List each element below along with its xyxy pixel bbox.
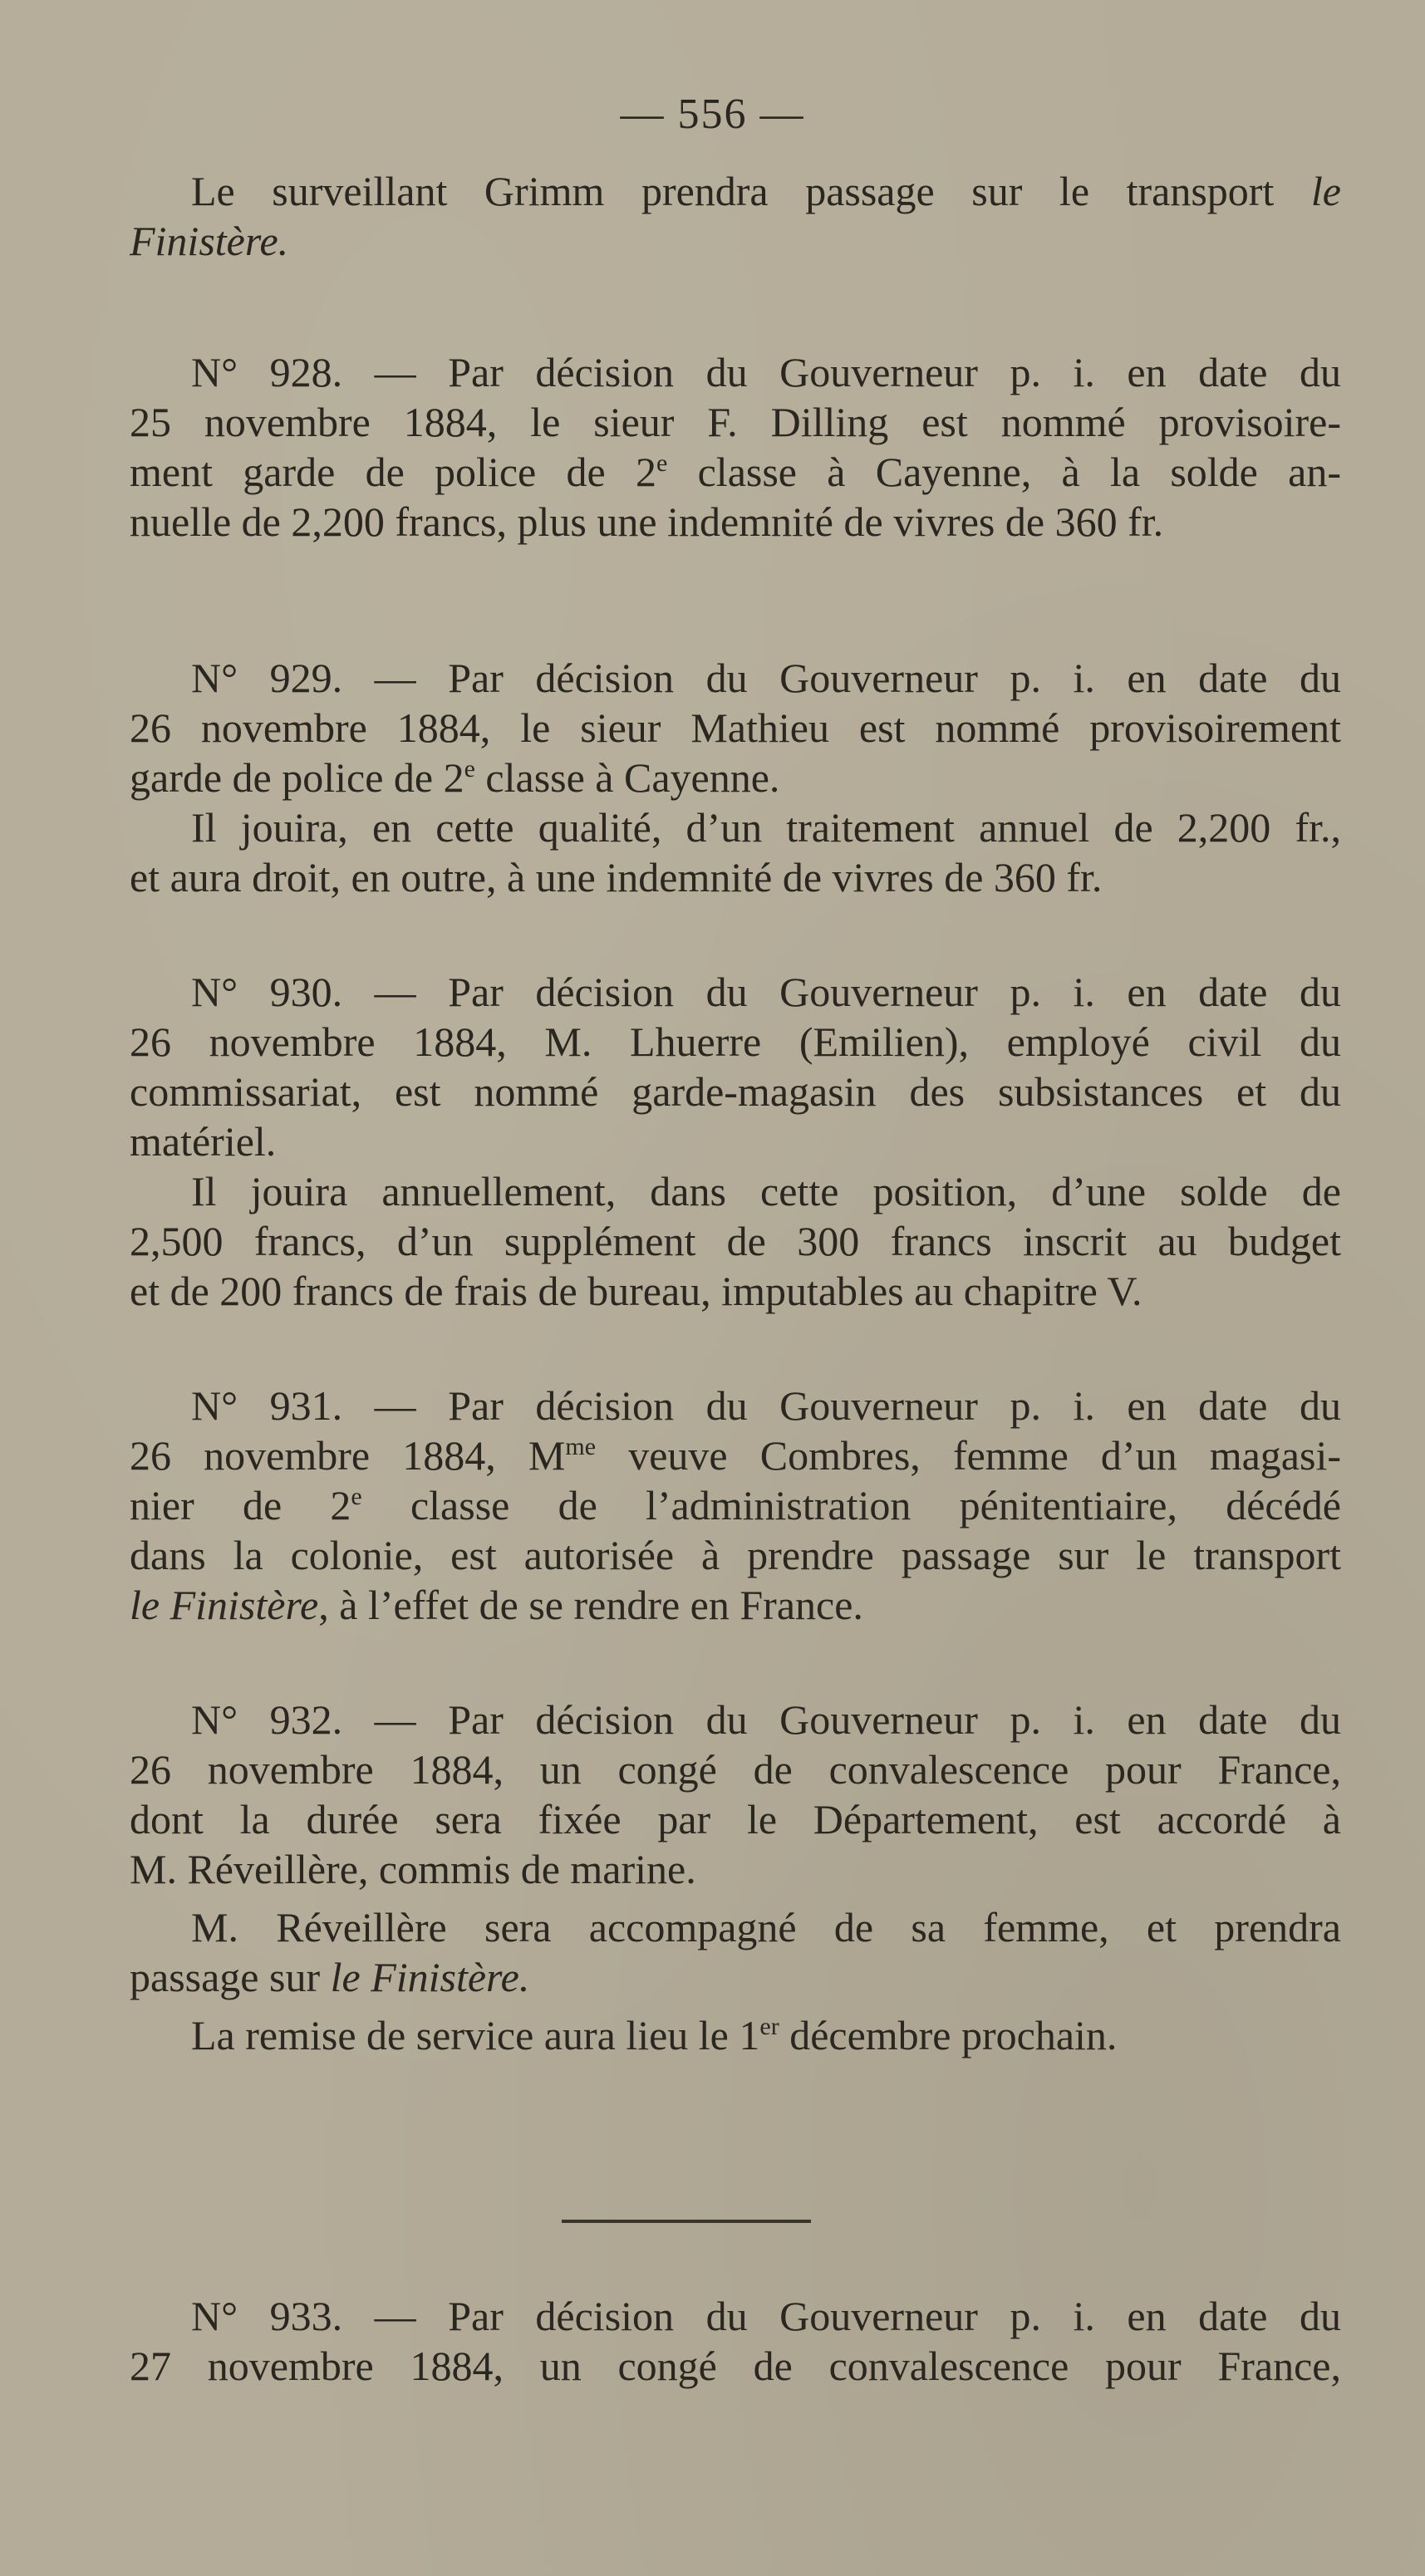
entry-928-line-3: ment garde de police de 2e classe à Cayenne, à la solde an- [130,449,1341,495]
entry-930-line-3: commissariat, est nommé garde-magasin des subsistances et du [130,1068,1341,1115]
entry-928-line-2: 25 novembre 1884, le sieur F. Dilling est nommé provisoire- [130,399,1341,445]
entry-933-line-2: 27 novembre 1884, un congé de convalescence pour France, [130,2343,1341,2389]
intro-line-2: Finistère. [130,218,289,264]
entry-932-line-2: 26 novembre 1884, un congé de convalescence pour France, [130,1746,1341,1793]
entry-930 [130,967,1341,1316]
entry-931-line-5: le Finistère, à l’effet de se rendre en France. [130,1582,863,1628]
entry-929-line-1: N° 929. — Par décision du Gouverneur p. i. en date du [191,655,1341,701]
entry-929-line-4: Il jouira, en cette qualité, d’un traitement annuel de 2,200 fr., [191,804,1341,851]
entry-930-line-2: 26 novembre 1884, M. Lhuerre (Emilien), employé civil du [130,1018,1341,1065]
document-body-continued [130,2291,1341,2391]
entry-931-line-1: N° 931. — Par décision du Gouverneur p. i. en date du [191,1382,1341,1429]
entry-933 [130,2291,1341,2391]
entry-928 [130,347,1341,547]
entry-930-line-7: et de 200 francs de frais de bureau, imputables au chapitre V. [130,1268,1142,1314]
entry-933-line-1: N° 933. — Par décision du Gouverneur p. i. en date du [191,2293,1341,2339]
entry-932-line-3: dont la durée sera fixée par le Département, est accordé à [130,1796,1341,1842]
section-divider [562,2220,811,2223]
entry-931 [130,1381,1341,1630]
entry-930-line-5: Il jouira annuellement, dans cette position, d’une solde de [191,1168,1341,1214]
entry-929 [130,653,1341,902]
entry-929-line-2: 26 novembre 1884, le sieur Mathieu est nommé provisoirement [130,704,1341,751]
page-number: — 556 — [620,91,805,138]
entry-930-line-1: N° 930. — Par décision du Gouverneur p. i. en date du [191,969,1341,1015]
document-body [130,166,1341,2060]
entry-930-line-6: 2,500 francs, d’un supplément de 300 francs inscrit au budget [130,1218,1341,1264]
entry-931-line-3: nier de 2e classe de l’administration pénitentiaire, décédé [130,1482,1342,1528]
entry-928-line-1: N° 928. — Par décision du Gouverneur p. i. en date du [191,349,1341,395]
entry-932 [130,1695,1341,2060]
entry-932-line-1: N° 932. — Par décision du Gouverneur p. i. en date du [191,1696,1341,1743]
entry-929-line-3: garde de police de 2e classe à Cayenne. [130,754,780,801]
intro-paragraph [130,166,1341,266]
entry-932-line-6: passage sur le Finistère. [130,1954,530,2000]
entry-930-line-4: matériel. [130,1118,277,1165]
entry-932-line-4: M. Réveillère, commis de marine. [130,1846,696,1892]
entry-928-line-4: nuelle de 2,200 francs, plus une indemnité de vivres de 360 fr. [130,498,1164,545]
entry-932-line-5: M. Réveillère sera accompagné de sa femme, et prendra [191,1904,1341,1950]
entry-932-line-7: La remise de service aura lieu le 1er décembre prochain. [191,2012,1118,2058]
entry-931-line-4: dans la colonie, est autorisée à prendre passage sur le transport [130,1532,1341,1578]
entry-931-line-2: 26 novembre 1884, $M^{me}$ veuve Combres, femme d’un magasi- [130,1432,1342,1479]
entry-929-line-5: et aura droit, en outre, à une indemnité de vivres de 360 fr. [130,854,1103,900]
intro-line-1: Le surveillant Grimm prendra passage sur le transport le [191,168,1341,214]
